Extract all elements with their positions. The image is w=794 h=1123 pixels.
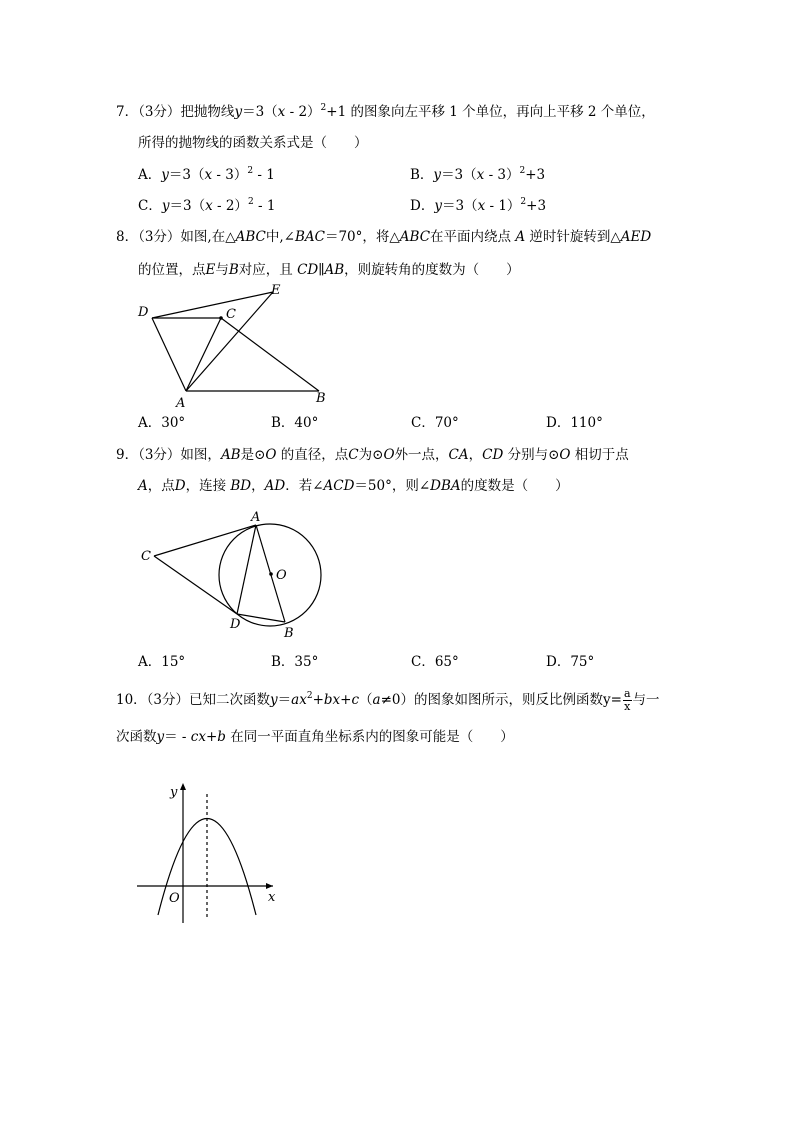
fraction-denominator: x	[624, 700, 631, 713]
q8-line1	[116, 227, 651, 247]
label-a: A	[176, 396, 186, 411]
label-c: C	[141, 549, 151, 564]
q9-text: ．若∠	[285, 478, 324, 494]
segment-ad	[237, 525, 256, 614]
q9-option-a[interactable]: A．15°	[138, 654, 186, 670]
q9-text: ，	[468, 447, 483, 463]
q9-text: 的度数是（ ）	[460, 478, 569, 494]
fraction-a-over-x	[623, 688, 632, 713]
q10-text: ≠0）的图象如图所示，则反比例函数	[380, 692, 603, 708]
var-x: x	[205, 198, 213, 214]
q8-text: 对应，且	[238, 262, 293, 278]
q8-option-a[interactable]: A．30°	[138, 415, 186, 431]
q9-option-b[interactable]: B．35°	[271, 654, 319, 670]
option-text: +3	[526, 198, 547, 214]
q10-line2	[116, 727, 514, 747]
option-text: ＝3（	[441, 198, 478, 214]
var: A	[515, 229, 526, 245]
var: DBA	[430, 478, 461, 494]
q9-text: 的直径，点	[280, 447, 349, 463]
q9-text: 外一点，	[394, 447, 449, 463]
var-y: y	[161, 198, 170, 214]
q9-line1	[116, 445, 629, 465]
q7-line2: 所得的抛物线的函数关系式是（ ）	[138, 135, 368, 151]
q10-text: +	[340, 692, 352, 708]
var: CA	[448, 447, 469, 463]
center-o-dot	[269, 572, 273, 576]
segment-cb	[221, 318, 319, 391]
var: CD	[482, 447, 504, 463]
label-a: A	[251, 510, 261, 525]
q10-text: 次函数	[116, 729, 157, 745]
option-label: A．	[138, 167, 162, 183]
q8-text: 与	[215, 262, 229, 278]
var: CD	[297, 262, 319, 278]
option-text: - 2）	[212, 198, 248, 214]
q8-line2	[138, 260, 520, 280]
label-b: B	[284, 626, 294, 641]
var: AB	[220, 447, 241, 463]
var: AB	[324, 262, 345, 278]
tangent-ca	[154, 525, 256, 556]
var: O	[383, 447, 395, 463]
q8-text: ＝70°，将△	[324, 229, 400, 245]
exponent: 2	[247, 197, 254, 207]
option-label: B．	[410, 167, 434, 183]
q7-text: 7．（3分）把抛物线	[116, 104, 235, 120]
q9-text: 是⊙	[240, 447, 266, 463]
var: ax	[291, 692, 307, 708]
option-text: - 3）	[484, 167, 520, 183]
q8-text: ∥	[318, 262, 325, 278]
var: y	[270, 692, 278, 708]
var-y: y	[433, 167, 442, 183]
var-y: y	[161, 167, 169, 183]
q8-text: 逆时针旋转到△	[529, 229, 621, 245]
option-text: ＝3（	[441, 167, 477, 183]
var: ACD	[323, 478, 355, 494]
fraction-numerator: a	[623, 687, 631, 700]
q10-text: （	[359, 692, 373, 708]
q8-option-d[interactable]: D．110°	[546, 415, 603, 431]
q7-text: ＝3（	[242, 104, 278, 120]
q10-text: 与一	[632, 692, 660, 708]
option-text: +3	[525, 167, 546, 183]
q7-option-b[interactable]	[410, 165, 545, 185]
q10-text: y=	[603, 692, 622, 708]
option-text: - 1	[253, 167, 275, 183]
label-x: x	[268, 890, 276, 905]
q9-option-c[interactable]: C．65°	[411, 654, 459, 670]
var: bx	[323, 692, 341, 708]
label-d: D	[138, 305, 149, 320]
var: b	[217, 729, 226, 745]
var-y: y	[434, 198, 442, 214]
q9-text: 分别与⊙	[507, 447, 560, 463]
q9-text: ＝50°，则∠	[354, 478, 431, 494]
exponent: 2	[520, 197, 527, 207]
q9-figure	[130, 505, 340, 645]
q10-text: +	[312, 692, 324, 708]
y-axis-arrow	[180, 783, 186, 790]
option-text: ＝3（	[169, 198, 206, 214]
q9-option-d[interactable]: D．75°	[546, 654, 595, 670]
q10-text: +	[205, 729, 218, 745]
option-text: - 3）	[212, 167, 248, 183]
label-o: O	[276, 568, 287, 583]
var: B	[228, 262, 239, 278]
var: E	[205, 262, 216, 278]
q7-var-y: y	[234, 104, 243, 120]
q9-line2	[138, 476, 569, 496]
q9-text: ，连接	[185, 478, 227, 494]
q9-text: ，	[251, 478, 265, 494]
q7-text: - 2）	[285, 104, 321, 120]
var: BAC	[294, 229, 325, 245]
label-d: D	[230, 617, 241, 632]
q8-figure	[130, 280, 340, 410]
q10-text: 10．（3分）已知二次函数	[116, 692, 271, 708]
q7-option-c[interactable]	[138, 196, 275, 216]
var: D	[174, 478, 186, 494]
label-e: E	[271, 283, 281, 298]
point-c-dot	[219, 316, 223, 320]
var: C	[348, 447, 359, 463]
var: O	[559, 447, 571, 463]
exponent: 2	[247, 166, 254, 176]
var: ABC	[235, 229, 266, 245]
q7-option-a[interactable]	[138, 165, 275, 185]
var-x: x	[476, 167, 485, 183]
var: a	[372, 692, 381, 708]
q8-text: 8．（3分）如图,在△	[116, 229, 236, 245]
segment-de	[152, 292, 273, 318]
q8-text: 中,∠	[265, 229, 295, 245]
var: y	[156, 729, 165, 745]
x-axis-arrow	[266, 883, 273, 889]
q8-text: 在平面内绕点	[430, 229, 512, 245]
option-text: ＝3（	[168, 167, 205, 183]
segment-bd	[237, 614, 285, 622]
q10-text: ＝ -	[164, 729, 191, 745]
q7-line1	[116, 102, 655, 122]
q9-text: 为⊙	[358, 447, 384, 463]
q10-line1	[116, 688, 660, 713]
option-text: - 1）	[485, 198, 521, 214]
label-c: C	[226, 307, 236, 322]
exponent: 2	[519, 166, 526, 176]
q10-text: ＝	[277, 692, 292, 708]
option-label: D．	[410, 198, 435, 214]
q7-option-d[interactable]	[410, 196, 546, 216]
exponent: 2	[306, 691, 313, 701]
q7-text: +1 的图象向左平移 1 个单位，再向上平移 2 个单位，	[326, 104, 655, 120]
q7-var-x: x	[277, 104, 286, 120]
var: A	[138, 478, 148, 494]
label-y: y	[170, 785, 178, 800]
var-x: x	[477, 198, 486, 214]
var: AD	[264, 478, 286, 494]
label-b: B	[316, 391, 326, 406]
q7-exponent: 2	[320, 103, 327, 113]
q10-text: 在同一平面直角坐标系内的图象可能是（ ）	[225, 729, 514, 745]
q8-option-c[interactable]: C．70°	[411, 415, 459, 431]
var-x: x	[204, 167, 213, 183]
segment-ac	[186, 318, 221, 391]
option-text: - 1	[253, 198, 276, 214]
var: BD	[230, 478, 252, 494]
var: c	[351, 692, 360, 708]
q9-text: 9．（3分）如图，	[116, 447, 221, 463]
var: O	[265, 447, 277, 463]
q8-option-b[interactable]: B．40°	[271, 415, 319, 431]
q8-text: ，则旋转角的度数为（ ）	[344, 262, 520, 278]
tangent-cd	[154, 556, 237, 614]
q9-text: 相切于点	[574, 447, 629, 463]
q10-figure	[130, 780, 290, 930]
segment-da	[152, 318, 186, 391]
option-label: C．	[138, 198, 162, 214]
q9-text: ，点	[147, 478, 175, 494]
var: ABC	[399, 229, 431, 245]
label-o: O	[169, 891, 180, 906]
q8-text: 的位置，点	[138, 262, 206, 278]
var: AED	[620, 229, 652, 245]
var: cx	[190, 729, 206, 745]
